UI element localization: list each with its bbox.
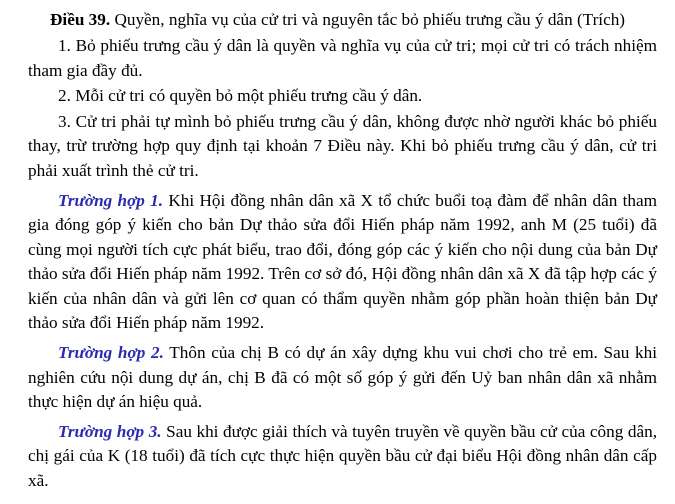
clause-2: 2. Mỗi cử tri có quyền bỏ một phiếu trưng cầu ý dân. — [58, 86, 423, 106]
case-3-label: Trường hợp 3. — [58, 421, 162, 441]
article-heading — [28, 8, 657, 32]
case-3 — [28, 420, 657, 493]
case-2 — [28, 341, 657, 414]
case-3-text: Sau khi được giải thích và tuyên truyền về quyền bầu cử của công dân, chị gái của K (18 tuổi) đã tích cực thực hiện quyền bầu cử đại biểu Hội đồng nhân dân cấp xã. — [28, 421, 657, 490]
case-1-text: Khi Hội đồng nhân dân xã X tổ chức buổi toạ đàm để nhân dân tham gia đóng góp ý kiến cho bản Dự thảo sửa đổi Hiến pháp năm 1992, anh M (25 tuổi) đã cùng mọi người tích cực phát biểu, trao đổi, đóng góp các ý kiến cho nội dung của bản Dự thảo sửa đổi Hiến pháp năm 1992. Trên cơ sở đó, Hội đồng nhân dân xã X đã tập hợp các ý kiến của nhân dân và gửi lên cơ quan có thẩm quyền nhằm góp phần hoàn thiện bản Dự thảo sửa đổi Hiến pháp năm 1992. — [28, 190, 657, 333]
clause-3: 3. Cử tri phải tự mình bỏ phiếu trưng cầu ý dân, không được nhờ người khác bỏ phiếu thay, trừ trường hợp quy định tại khoản 7 Điều này. Khi bỏ phiếu trưng cầu ý dân, cử tri phải xuất trình thẻ cử tri. — [28, 111, 657, 180]
case-2-text: Thôn của chị B có dự án xây dựng khu vui chơi cho trẻ em. Sau khi nghiên cứu nội dung dự án, chị B đã có một số góp ý gửi đến Uỷ ban nhân dân xã nhằm thực hiện dự án hiệu quả. — [28, 343, 657, 412]
case-1 — [28, 189, 657, 336]
clause-1: 1. Bỏ phiếu trưng cầu ý dân là quyền và nghĩa vụ của cử tri; mọi cử tri có trách nhiệm tham gia đầy đủ. — [28, 36, 657, 80]
case-2-label: Trường hợp 2. — [58, 343, 164, 363]
article-title: Quyền, nghĩa vụ của cử tri và nguyên tắc bỏ phiếu trưng cầu ý dân (Trích) — [110, 10, 626, 29]
case-1-label: Trường hợp 1. — [58, 190, 164, 210]
article-number: Điều 39. — [50, 10, 111, 29]
